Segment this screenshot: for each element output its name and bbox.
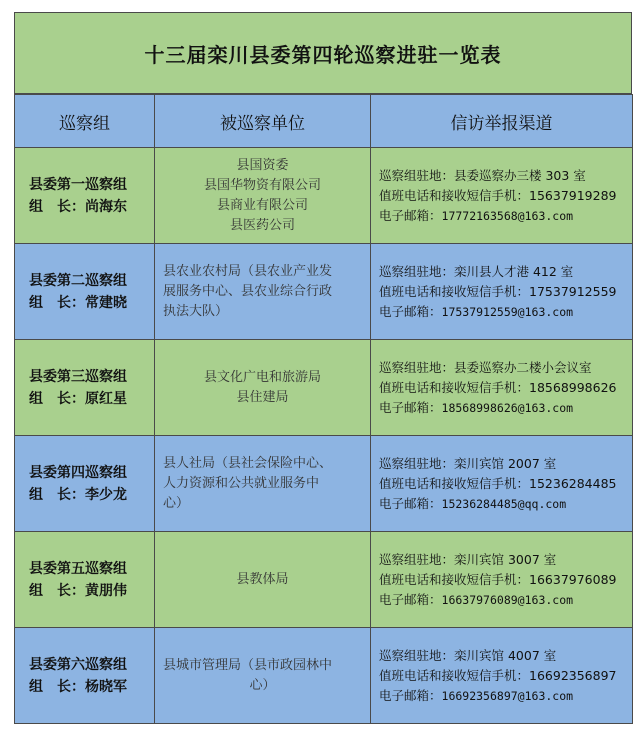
contact-cell (371, 244, 633, 340)
phone-label: 值班电话和接收短信手机： (379, 571, 530, 587)
address: 巡察组驻地：栾川宾馆 3007 室 (379, 551, 557, 567)
group-name: 县委第三巡察组 (29, 368, 127, 385)
email-line (379, 686, 632, 706)
phone-line (379, 186, 632, 206)
units-cell (155, 436, 371, 532)
group-cell (15, 532, 155, 628)
units-cell (155, 148, 371, 244)
contact-cell (371, 532, 633, 628)
phone-number: 17537912559 (529, 283, 617, 299)
address: 巡察组驻地：县委巡察办二楼小会议室 (379, 359, 592, 375)
phone-label: 值班电话和接收短信手机： (379, 187, 530, 203)
group-leader: 组 长：尚海东 (29, 198, 127, 215)
unit-line: 县住建局 (236, 389, 289, 405)
table-row (15, 532, 633, 628)
phone-number: 15637919289 (529, 187, 617, 203)
unit-line: 县文化广电和旅游局 (203, 369, 321, 385)
group-leader: 组 长：杨晓军 (29, 678, 127, 695)
contact-cell (371, 148, 633, 244)
phone-line (379, 282, 632, 302)
group-cell (15, 628, 155, 724)
table-row (15, 148, 633, 244)
title-row (14, 12, 632, 94)
email-label: 电子邮箱： (379, 207, 442, 223)
unit-line: 县医药公司 (229, 217, 295, 233)
group-leader: 组 长：黄朋伟 (29, 582, 127, 599)
email-address: 17537912559@163.com (441, 304, 574, 319)
phone-line (379, 570, 632, 590)
phone-number: 16637976089 (529, 571, 617, 587)
units-cell (155, 244, 371, 340)
address: 巡察组驻地：县委巡察办三楼 303 室 (379, 167, 586, 183)
contact-cell (371, 436, 633, 532)
unit-line: 县农业农村局（县农业产业发 (163, 263, 333, 279)
address: 巡察组驻地：栾川县人才港 412 室 (379, 263, 574, 279)
group-cell (15, 340, 155, 436)
unit-line: 心） (163, 495, 190, 511)
email-label: 电子邮箱： (379, 303, 442, 319)
contact-cell (371, 340, 633, 436)
table-row (15, 244, 633, 340)
email-address: 16692356897@163.com (441, 688, 574, 703)
group-leader: 组 长：李少龙 (29, 486, 127, 503)
phone-label: 值班电话和接收短信手机： (379, 667, 530, 683)
address: 巡察组驻地：栾川宾馆 4007 室 (379, 647, 557, 663)
unit-line: 县教体局 (236, 571, 289, 587)
phone-label: 值班电话和接收短信手机： (379, 283, 530, 299)
email-line (379, 206, 632, 226)
address: 巡察组驻地：栾川宾馆 2007 室 (379, 455, 557, 471)
email-line (379, 494, 632, 514)
header-channel: 信访举报渠道 (371, 95, 633, 148)
units-cell (155, 628, 371, 724)
phone-number: 16692356897 (529, 667, 617, 683)
email-address: 18568998626@163.com (441, 400, 574, 415)
email-line (379, 398, 632, 418)
email-address: 16637976089@163.com (441, 592, 574, 607)
group-name: 县委第二巡察组 (29, 272, 127, 289)
email-label: 电子邮箱： (379, 687, 442, 703)
unit-line: 县商业有限公司 (216, 197, 308, 213)
unit-line: 执法大队） (163, 303, 229, 319)
header-group: 巡察组 (15, 95, 155, 148)
unit-line: 展服务中心、县农业综合行政 (163, 283, 333, 299)
phone-line (379, 666, 632, 686)
group-cell (15, 148, 155, 244)
phone-label: 值班电话和接收短信手机： (379, 379, 530, 395)
contact-cell (371, 628, 633, 724)
group-name: 县委第五巡察组 (29, 560, 127, 577)
page-title: 十三届栾川县委第四轮巡察进驻一览表 (144, 42, 502, 67)
phone-number: 15236284485 (529, 475, 617, 491)
group-name: 县委第一巡察组 (29, 176, 127, 193)
unit-line: 心） (249, 677, 276, 693)
unit-line: 人力资源和公共就业服务中 (163, 475, 320, 491)
group-leader: 组 长：常建晓 (29, 294, 127, 311)
email-label: 电子邮箱： (379, 591, 442, 607)
table-row (15, 628, 633, 724)
email-label: 电子邮箱： (379, 495, 442, 511)
header-units: 被巡察单位 (155, 95, 371, 148)
table-header-row (15, 95, 633, 148)
table-row (15, 340, 633, 436)
phone-line (379, 378, 632, 398)
units-cell (155, 340, 371, 436)
units-cell (155, 532, 371, 628)
group-cell (15, 436, 155, 532)
phone-line (379, 474, 632, 494)
group-name: 县委第四巡察组 (29, 464, 127, 481)
table-row (15, 436, 633, 532)
email-address: 17772163568@163.com (441, 208, 574, 223)
unit-line: 县国资委 (236, 157, 289, 173)
email-label: 电子邮箱： (379, 399, 442, 415)
phone-label: 值班电话和接收短信手机： (379, 475, 530, 491)
email-address: 15236284485@qq.com (441, 496, 567, 511)
email-line (379, 302, 632, 322)
unit-line: 县国华物资有限公司 (203, 177, 321, 193)
email-line (379, 590, 632, 610)
inspection-table (14, 94, 633, 724)
unit-line: 县人社局（县社会保险中心、 (163, 455, 333, 471)
group-name: 县委第六巡察组 (29, 656, 127, 673)
unit-line: 县城市管理局（县市政园林中 (163, 657, 333, 673)
phone-number: 18568998626 (529, 379, 617, 395)
group-cell (15, 244, 155, 340)
group-leader: 组 长：原红星 (29, 390, 127, 407)
